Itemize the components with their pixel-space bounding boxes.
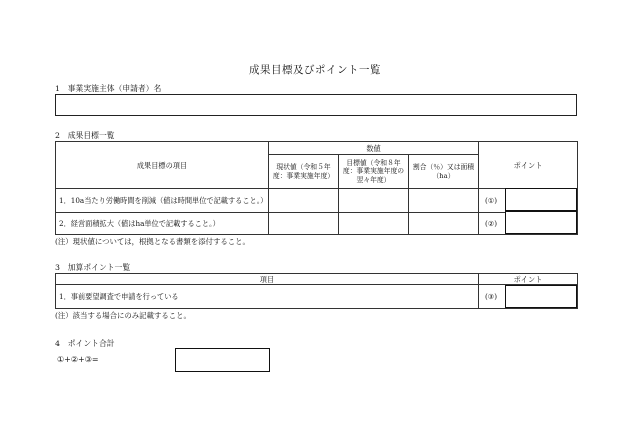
goals-table [55,141,578,235]
section-2-note: (注）現状値については，根拠となる書類を添付すること。 [55,237,250,246]
header-target-value: 目標値（令和８年度：事業実施年度の翌々年度） [339,155,409,189]
goal-row-2-target[interactable] [339,213,409,235]
bonus-row-1-label: 1．事前要望調査で申請を行っている [56,285,479,309]
bonus-table [55,273,578,309]
bonus-header-point: ポイント [479,274,578,285]
header-point: ポイント [479,142,578,189]
goal-row-2-point-box[interactable] [505,211,577,234]
goal-row-1-current[interactable] [269,189,339,213]
total-formula: ①+②+③= [57,355,99,364]
applicant-name-field[interactable] [55,94,577,116]
goal-row-1-ratio[interactable] [409,189,479,213]
section-4-heading: 4 ポイント合計 [55,339,115,348]
section-2-heading: 2 成果目標一覧 [55,131,115,140]
header-ratio-area: 割合（％）又は面積（ha） [409,155,479,189]
goal-row-1-mark: (①) [485,196,498,205]
bonus-row-1-point-box[interactable] [505,285,577,308]
header-current-value: 現状値（令和５年度：事業実施年度） [269,155,339,189]
header-values: 数値 [269,142,479,155]
total-points-box[interactable] [175,348,270,372]
section-3-note: (注）該当する場合にのみ記載すること。 [55,311,191,320]
goal-row-2-current[interactable] [269,213,339,235]
goal-row-1-target[interactable] [339,189,409,213]
goal-row-1-point-box[interactable] [505,188,577,211]
goal-row-2-ratio[interactable] [409,213,479,235]
section-3-heading: 3 加算ポイント一覧 [55,263,131,272]
header-goal-item: 成果目標の項目 [56,142,269,189]
bonus-header-item: 項目 [56,274,479,285]
bonus-row-1-mark: (③) [485,292,498,301]
page-title: 成果目標及びポイント一覧 [249,64,381,76]
goal-row-1-label: 1．10a当たり労働時間を削減（値は時間単位で記載すること。） [56,189,269,213]
goal-row-2-mark: (②) [485,219,498,228]
section-1-heading: 1 事業実施主体（申請者）名 [55,84,162,93]
goal-row-2-label: 2．経営面積拡大（値はha単位で記載すること。） [56,213,269,235]
